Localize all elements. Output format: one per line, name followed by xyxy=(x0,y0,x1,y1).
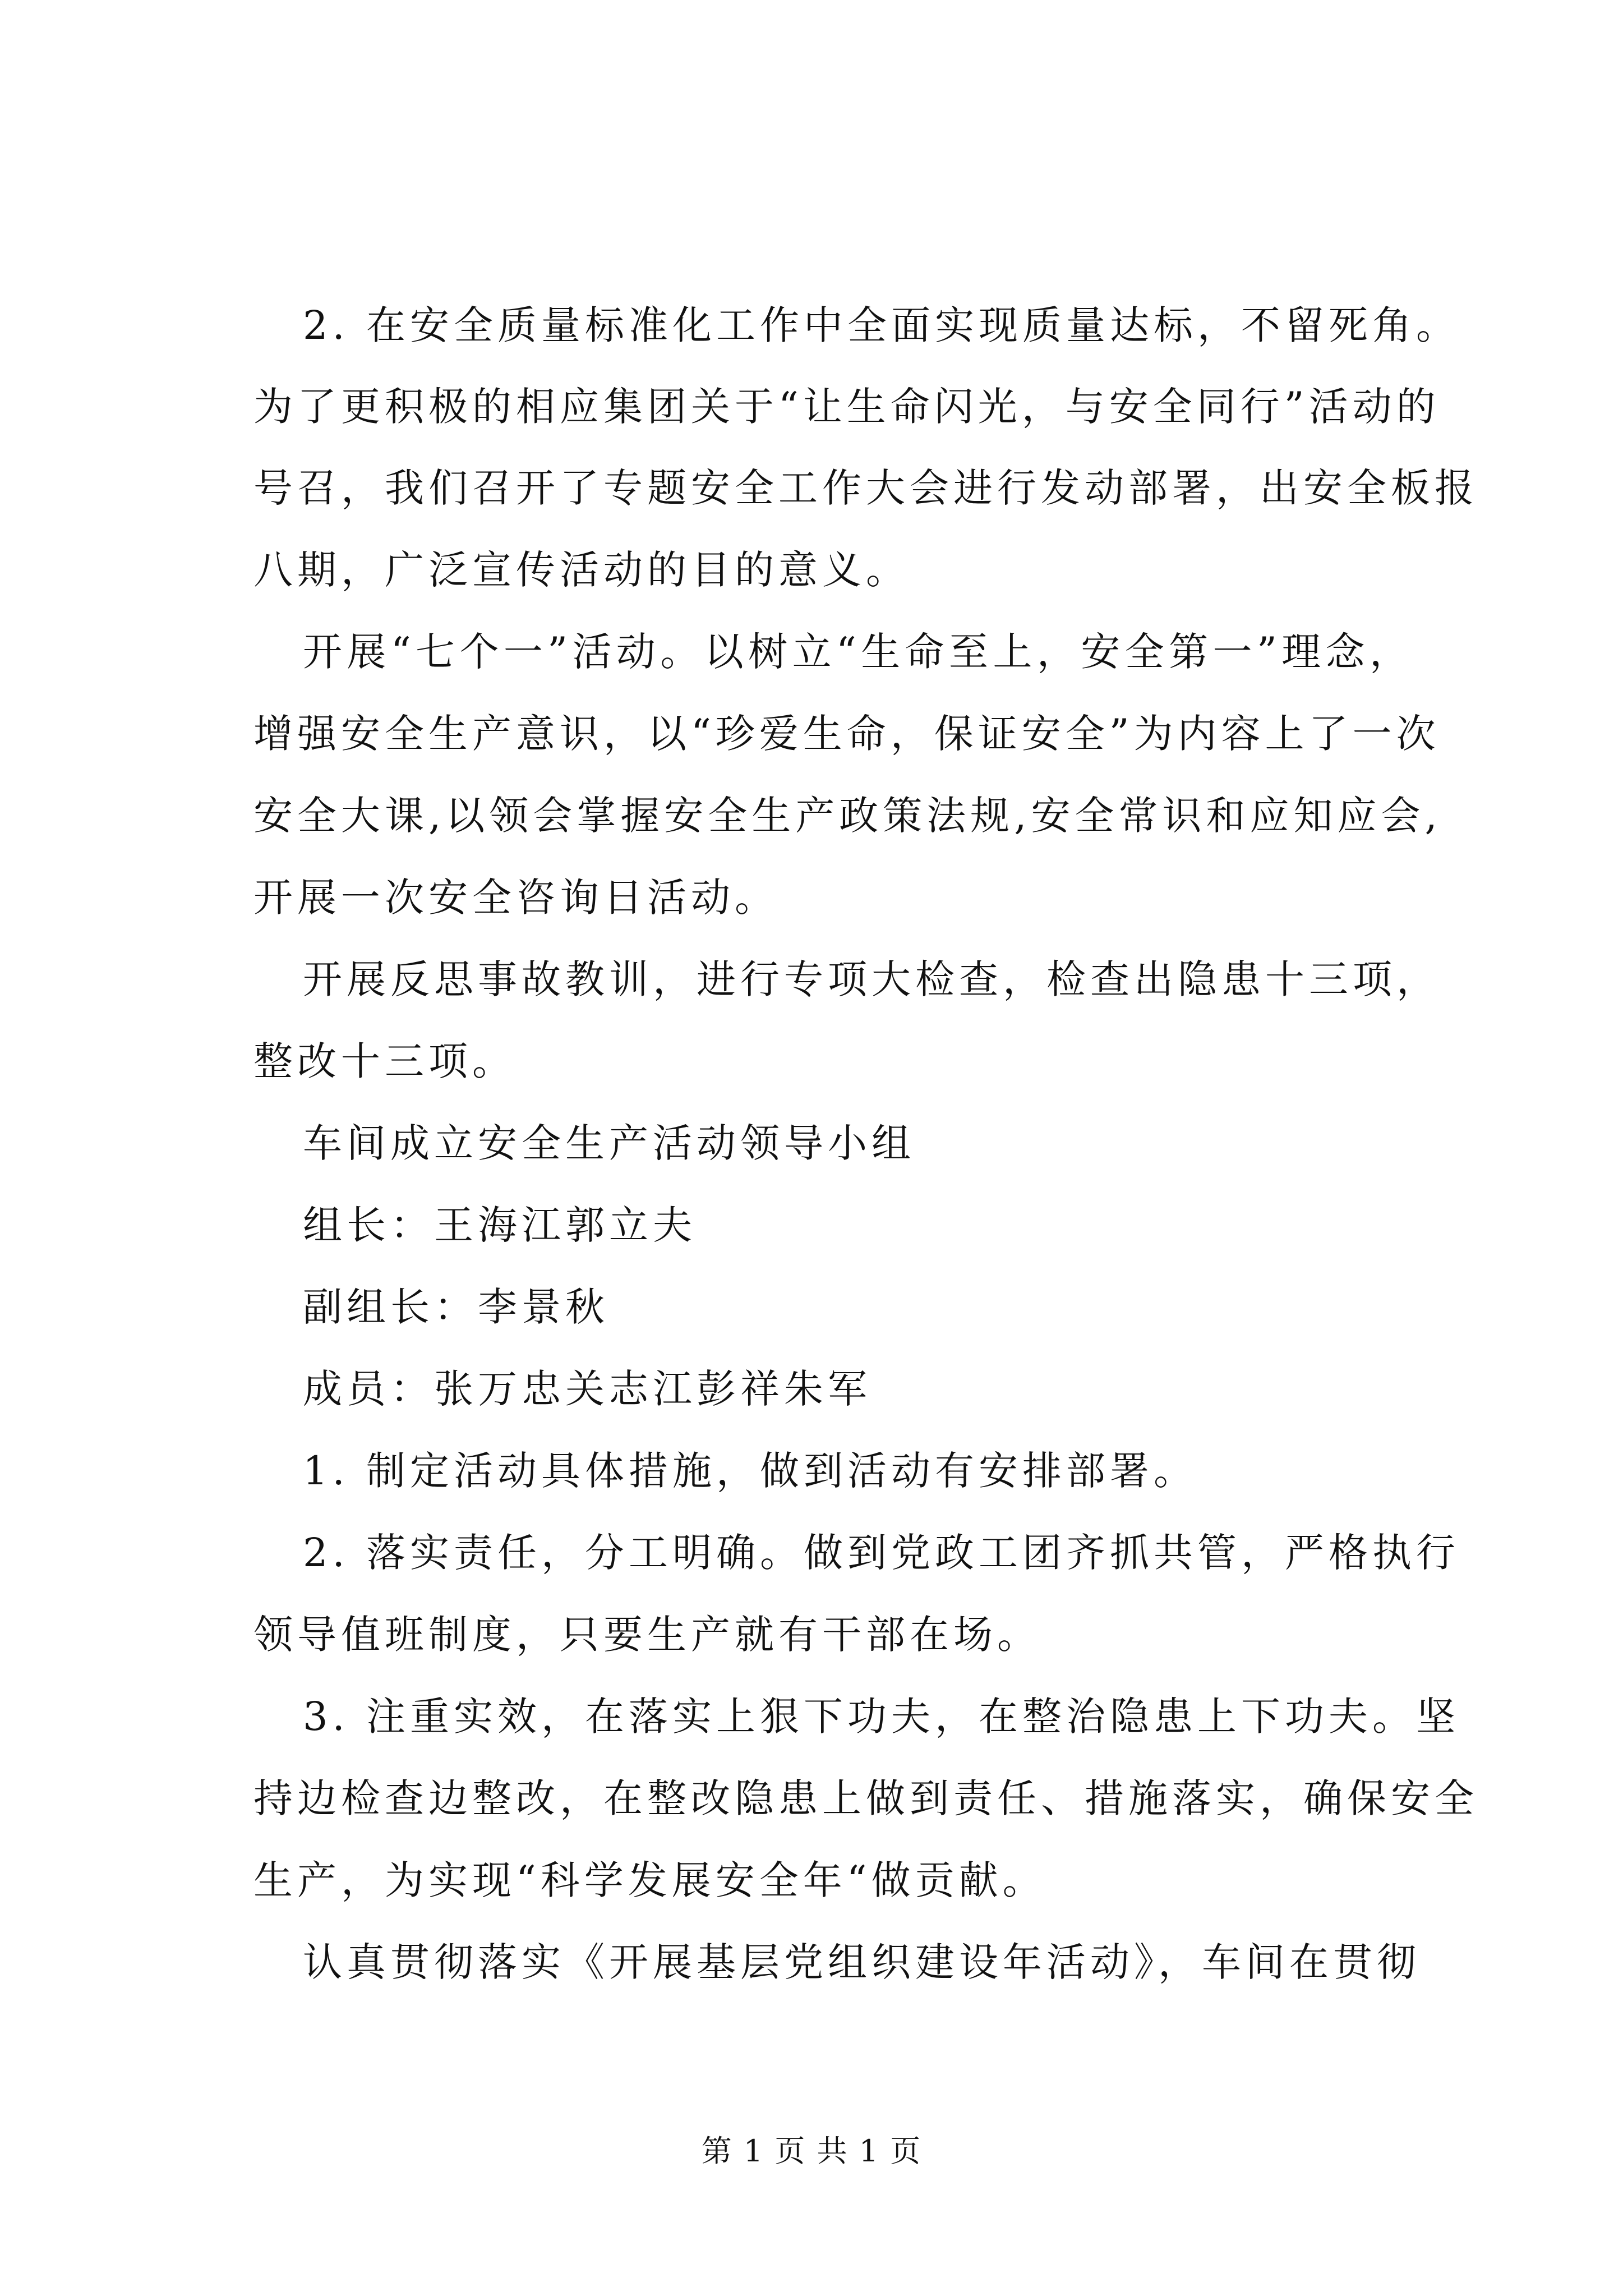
paragraph-line-11: 车间成立安全生产活动领导小组 xyxy=(303,1120,915,1166)
paragraph-line-9: 开展反思事故教训，进行专项大检查，检查出隐患十三项， xyxy=(303,956,1440,1002)
paragraph-line-18: 3. 注重实效，在落实上狠下功夫，在整治隐患上下功夫。坚 xyxy=(303,1694,1460,1740)
paragraph-line-15: 1. 制定活动具体措施，做到活动有安排部署。 xyxy=(303,1448,1198,1494)
paragraph-line-19: 持边检查边整改，在整改隐患上做到责任、措施落实，确保安全 xyxy=(253,1775,1478,1821)
paragraph-line-10: 整改十三项。 xyxy=(253,1038,516,1084)
paragraph-line-4: 八期，广泛宣传活动的目的意义。 xyxy=(253,547,910,593)
paragraph-line-5: 开展“七个一”活动。以树立“生命至上，安全第一”理念， xyxy=(303,629,1413,675)
paragraph-line-3: 号召，我们召开了专题安全工作大会进行发动部署，出安全板报 xyxy=(253,465,1478,511)
paragraph-line-16: 2. 落实责任，分工明确。做到党政工团齐抓共管，严格执行 xyxy=(303,1530,1460,1576)
paragraph-line-6: 增强安全生产意识，以“珍爱生命，保证安全”为内容上了一次 xyxy=(253,711,1440,757)
paragraph-line-8: 开展一次安全咨询日活动。 xyxy=(253,875,778,921)
page-footer: 第 1 页 共 1 页 xyxy=(701,2133,922,2169)
paragraph-line-21: 认真贯彻落实《开展基层党组织建设年活动》，车间在贯彻 xyxy=(303,1939,1421,1985)
paragraph-line-14: 成员：张万忠关志江彭祥朱军 xyxy=(303,1366,872,1412)
paragraph-line-13: 副组长：李景秋 xyxy=(303,1284,609,1330)
paragraph-line-20: 生产，为实现“科学发展安全年“做贡献。 xyxy=(253,1857,1046,1903)
paragraph-line-7: 安全大课,以领会掌握安全生产政策法规,安全常识和应知应会, xyxy=(253,793,1442,839)
paragraph-line-17: 领导值班制度，只要生产就有干部在场。 xyxy=(253,1612,1041,1658)
paragraph-line-1: 2. 在安全质量标准化工作中全面实现质量达标，不留死角。 xyxy=(303,302,1460,348)
paragraph-line-2: 为了更积极的相应集团关于“让生命闪光，与安全同行”活动的 xyxy=(253,384,1440,430)
paragraph-line-12: 组长：王海江郭立夫 xyxy=(303,1202,697,1248)
